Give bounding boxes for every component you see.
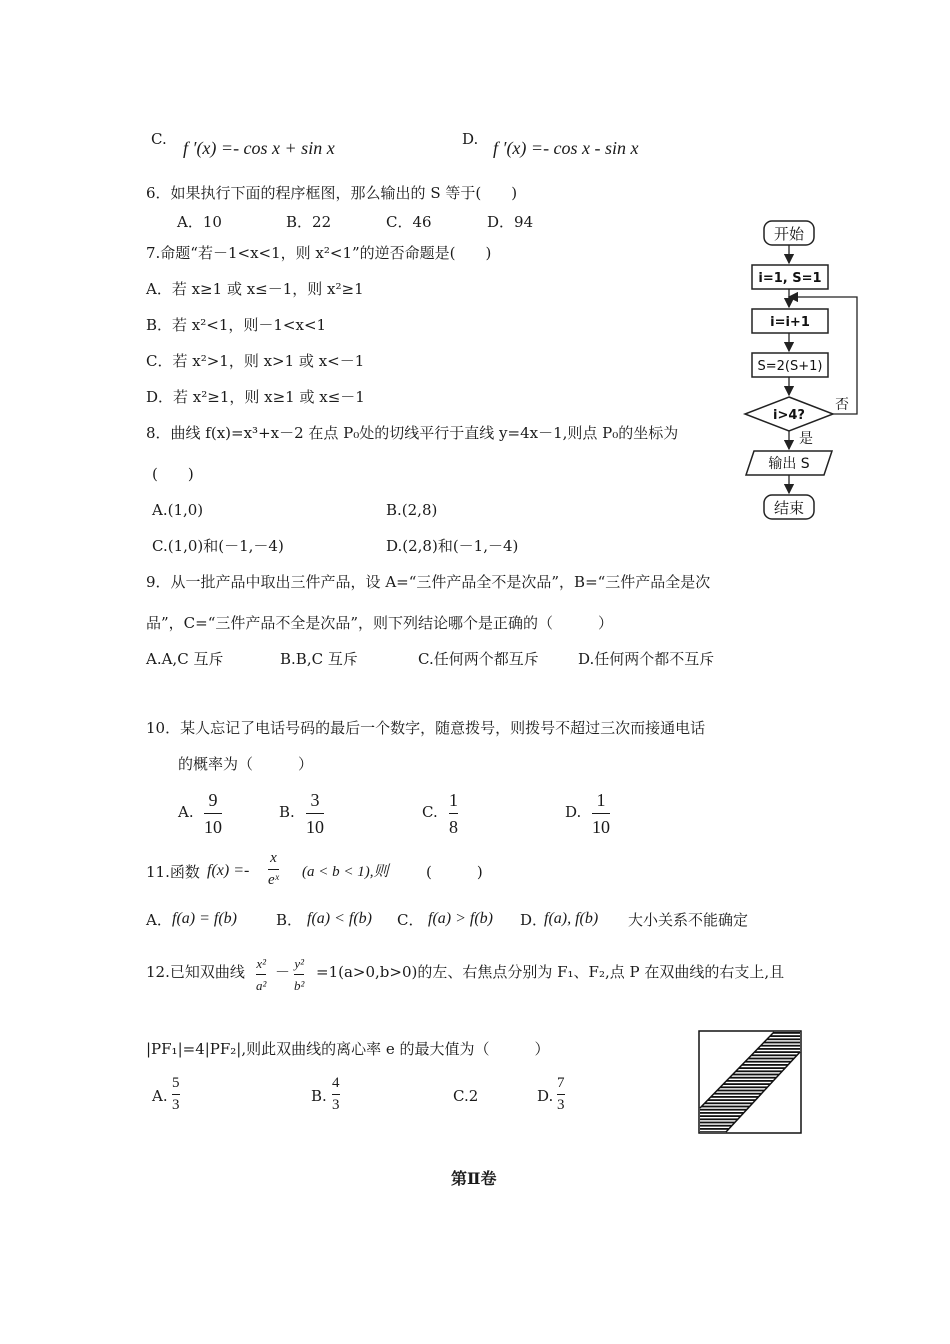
q9-option-b: B.B,C 互斥 (280, 650, 358, 668)
q10-option-a-den: 10 (204, 817, 222, 837)
q10-line2: 的概率为（ ） (178, 755, 314, 773)
q12-option-a-label: A. (152, 1087, 168, 1105)
q6-option-a: A．10 (177, 213, 222, 231)
q8-option-c: C.(1,0)和(－1,－4) (152, 537, 284, 555)
q12-y-den: b² (294, 978, 305, 993)
q9-option-c: C.任何两个都互斥 (418, 650, 539, 668)
flow-yes-label: 是 (799, 431, 813, 447)
q12-x-fraction (256, 955, 266, 994)
q12-option-c-label: C.2 (453, 1087, 479, 1105)
q9-option-d: D.任何两个都不互斥 (578, 650, 715, 668)
q9-option-a: A.A,C 互斥 (146, 650, 224, 668)
q6-stem: 6．如果执行下面的程序框图，那么输出的 S 等于( ) (146, 184, 518, 202)
q12-option-d-label: D. (537, 1087, 554, 1105)
q10-option-b-label: B. (279, 803, 295, 821)
q8-paren: ( ) (152, 465, 194, 483)
q10-option-a-label: A. (178, 803, 194, 821)
q10-option-d-num: 1 (596, 790, 606, 810)
q12-option-b-num: 4 (332, 1075, 340, 1091)
q11-option-d-label: D． (520, 911, 548, 929)
q12-option-b-label: B. (311, 1087, 327, 1105)
q10-option-d-den: 10 (592, 817, 610, 837)
q12-x-den: a² (256, 978, 267, 993)
q10-option-c-fraction (449, 789, 458, 838)
q11-condition: (a < b < 1),则 (302, 864, 389, 880)
q12-option-a-num: 5 (172, 1075, 180, 1091)
q7-option-c: C．若 x²>1，则 x>1 或 x<－1 (146, 352, 365, 370)
q11-option-d-tail: 大小关系不能确定 (628, 911, 749, 929)
q12-y-fraction (294, 955, 304, 994)
q10-option-d-fraction (592, 789, 610, 838)
q10-option-c-den: 8 (449, 817, 458, 837)
q10-option-a-num: 9 (208, 790, 218, 810)
q11-option-a: f(a) = f(b) (172, 910, 237, 927)
flow-update-text: S=2(S+1) (757, 359, 823, 374)
q12-option-b-den: 3 (332, 1097, 340, 1113)
flowchart (740, 215, 870, 527)
q5-option-c-label: C. (151, 130, 167, 148)
q12-line2: |PF₁|=4|PF₂|,则此双曲线的离心率 e 的最大值为（ ） (146, 1040, 550, 1058)
q6-option-c: C．46 (386, 213, 432, 231)
q12-tail: =1(a>0,b>0)的左、右焦点分别为 F₁、F₂,点 P 在双曲线的右支上,且 (316, 963, 785, 981)
q11-option-d: f(a), f(b) (544, 910, 599, 927)
q11-fraction-num: x (270, 850, 277, 866)
q11-fraction-den: eˣ (268, 872, 279, 888)
flow-increment-text: i=i+1 (770, 315, 810, 330)
q12-option-a-fraction (172, 1075, 180, 1114)
shaded-square-figure (698, 1030, 802, 1134)
q12-y-num: y² (294, 956, 305, 971)
q10-option-c-num: 1 (449, 790, 458, 810)
flow-start-text: 开始 (773, 225, 805, 243)
q11-option-b-label: B． (276, 911, 303, 929)
q10-option-b-fraction (306, 789, 324, 838)
q10-line1: 10．某人忘记了电话号码的最后一个数字，随意拨号，则拨号不超过三次而接通电话 (146, 719, 706, 737)
q10-option-a-fraction (204, 789, 222, 838)
flow-no-label: 否 (835, 397, 849, 413)
q10-option-b-num: 3 (310, 790, 320, 810)
q7-stem: 7.命题“若－1<x<1，则 x²<1”的逆否命题是( ) (146, 244, 492, 262)
q12-option-b-fraction (332, 1075, 340, 1114)
q12-option-d-fraction (557, 1075, 565, 1114)
q9-line2: 品”，C=“三件产品不全是次品”，则下列结论哪个是正确的（ ） (146, 614, 614, 632)
q6-option-b: B．22 (286, 213, 332, 231)
q12-prefix: 12.已知双曲线 (146, 963, 245, 981)
flow-end-text: 结束 (773, 499, 805, 517)
q11-option-a-label: A． (146, 911, 172, 929)
q6-option-d: D．94 (487, 213, 534, 231)
q11-option-c: f(a) > f(b) (428, 910, 493, 927)
q12-option-a-den: 3 (172, 1097, 180, 1113)
q7-option-b: B．若 x²<1，则－1<x<1 (146, 316, 327, 334)
q7-option-a: A．若 x≥1 或 x≤－1，则 x²≥1 (146, 280, 364, 298)
q8-option-d: D.(2,8)和(－1,－4) (386, 537, 519, 555)
q5-option-d-label: D. (462, 130, 479, 148)
q8-option-a: A.(1,0) (152, 501, 204, 519)
q11-paren: ( ) (426, 863, 483, 881)
q11-option-b: f(a) < f(b) (307, 910, 372, 927)
q12-option-d-den: 3 (557, 1097, 565, 1113)
flow-decision-text: i>4? (773, 408, 805, 423)
q12-x-num: x² (256, 956, 267, 971)
q11-func: f(x) =- (207, 862, 250, 879)
q12-minus: － (275, 963, 291, 981)
q5-option-c-expr: f ′(x) =- cos x + sin x (183, 138, 335, 158)
q11-fraction (268, 850, 279, 889)
section-title: 第Ⅱ卷 (451, 1169, 497, 1188)
flow-init-text: i=1, S=1 (758, 271, 822, 286)
q12-option-d-num: 7 (557, 1075, 565, 1091)
q5-option-d-expr: f ′(x) =- cos x - sin x (493, 138, 639, 158)
q10-option-d-label: D. (565, 803, 582, 821)
q9-line1: 9．从一批产品中取出三件产品，设 A=“三件产品全不是次品”，B=“三件产品全是次 (146, 573, 711, 591)
q8-option-b: B.(2,8) (386, 501, 438, 519)
q7-option-d: D．若 x²≥1，则 x≥1 或 x≤－1 (146, 388, 365, 406)
flow-output-text: 输出 S (768, 456, 810, 472)
q11-option-c-label: C． (397, 911, 424, 929)
q10-option-b-den: 10 (306, 817, 324, 837)
q10-option-c-label: C. (422, 803, 438, 821)
q11-prefix: 11.函数 (146, 863, 200, 881)
q8-stem: 8．曲线 f(x)=x³+x－2 在点 P₀处的切线平行于直线 y=4x－1,则点 P₀的坐标为 (146, 424, 679, 442)
